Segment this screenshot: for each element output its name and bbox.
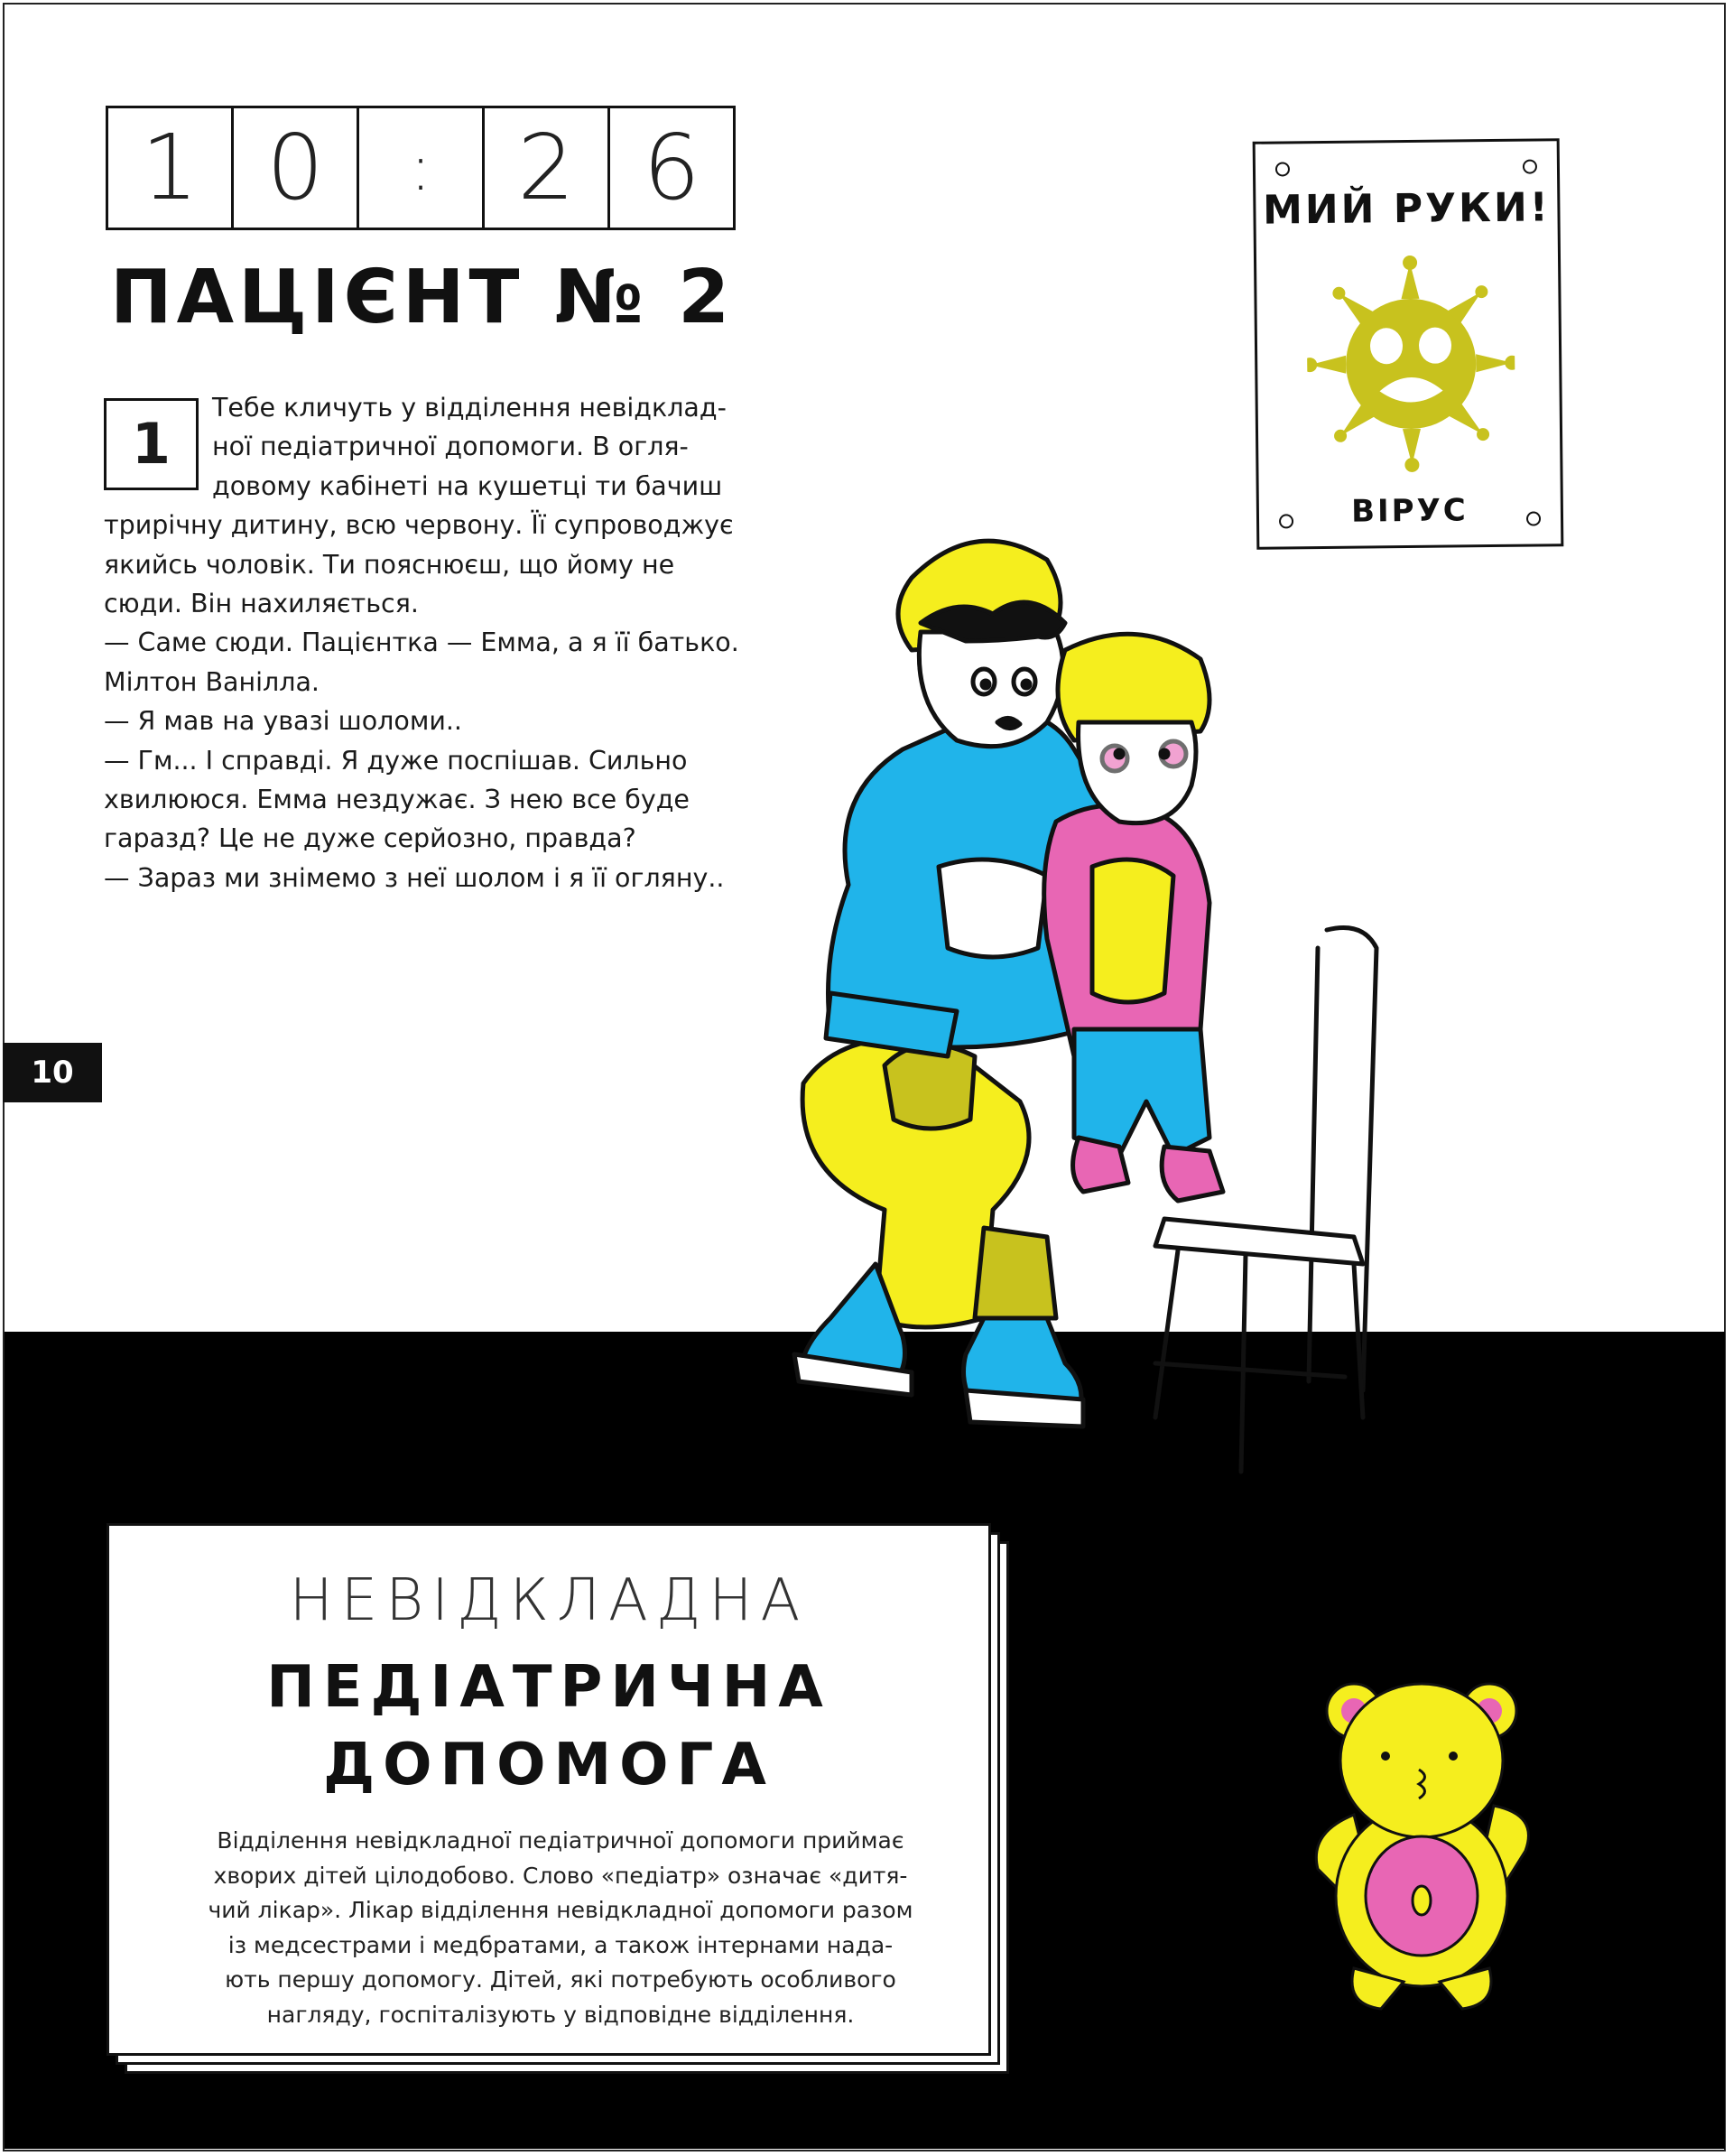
story-line: довому кабінеті на кушетці ти бачиш xyxy=(212,470,723,501)
card-text-line: чий лікар». Лікар відділення невідкладної допомоги разом xyxy=(208,1897,913,1923)
page-number: 10 xyxy=(3,1043,102,1102)
clock-display xyxy=(106,106,736,230)
story-line: сюди. Він нахиляється. xyxy=(104,589,419,619)
pin-icon xyxy=(1523,159,1537,173)
story-line: хвилююся. Емма нездужає. З нею все буде xyxy=(104,785,690,815)
page-title: ПАЦІЄНТ № 2 xyxy=(110,255,735,340)
story-line: якийсь чоловік. Ти пояснюєш, що йому не xyxy=(104,549,675,580)
story-number-box: 1 xyxy=(104,398,199,490)
poster-title: МИЙ РУКИ! xyxy=(1262,184,1552,234)
card-text-line: хворих дітей цілодобово. Слово «педіатр» означає «дитя- xyxy=(213,1862,908,1889)
story-line: гаразд? Це не дуже серйозно, правда? xyxy=(104,823,636,854)
card-text-line: нагляду, госпіталізують у відповідне відділення. xyxy=(266,2001,855,2028)
poster-subtitle: ВІРУС xyxy=(1350,492,1469,530)
card-text-line: ють першу допомогу. Дітей, які потребують особливого xyxy=(225,1966,896,1993)
story-line: ної педіатричної допомоги. В огля- xyxy=(212,432,689,462)
story-line: — Гм... І справді. Я дуже поспішав. Сильно xyxy=(104,745,688,776)
card-heading-bold xyxy=(109,1649,988,1804)
clock-digit: 2 xyxy=(485,108,610,228)
clock-separator: : xyxy=(359,108,485,228)
story-line: — Я мав на увазі шоломи.. xyxy=(104,706,462,737)
card-text-line: Відділення невідкладної педіатричної допомоги приймає xyxy=(217,1827,904,1854)
story-line: — Зараз ми знімемо з неї шолом і я її огляну.. xyxy=(104,862,725,893)
card-body-text xyxy=(163,1824,958,2032)
story-line: трирічну дитину, всю червону. Її супроводжує xyxy=(104,510,734,541)
card-text-line: із медсестрами і медбратами, а також інтернами нада- xyxy=(227,1931,894,1958)
clock-digit: 6 xyxy=(643,115,700,220)
card-heading-line: ПЕДІАТРИЧНА xyxy=(266,1654,831,1721)
card-heading-line: ДОПОМОГА xyxy=(323,1732,774,1798)
teddy-bear-icon xyxy=(1300,1670,1543,2013)
card-heading-light: НЕВІДКЛАДНА xyxy=(289,1567,809,1634)
virus-icon xyxy=(1306,255,1516,473)
wash-hands-poster xyxy=(1253,138,1564,550)
clock-digit: 0 xyxy=(234,108,359,228)
story-line: Тебе кличуть у відділення невідклад- xyxy=(212,393,727,423)
info-card xyxy=(107,1523,991,2056)
story-text xyxy=(104,388,790,897)
father-daughter-illustration xyxy=(776,524,1462,1544)
clock-digit: 1 xyxy=(108,108,234,228)
story-line: — Саме сюди. Пацієнтка — Емма, а я її батько. xyxy=(104,627,739,658)
story-line: Мілтон Ванілла. xyxy=(104,666,320,697)
pin-icon xyxy=(1275,162,1290,176)
